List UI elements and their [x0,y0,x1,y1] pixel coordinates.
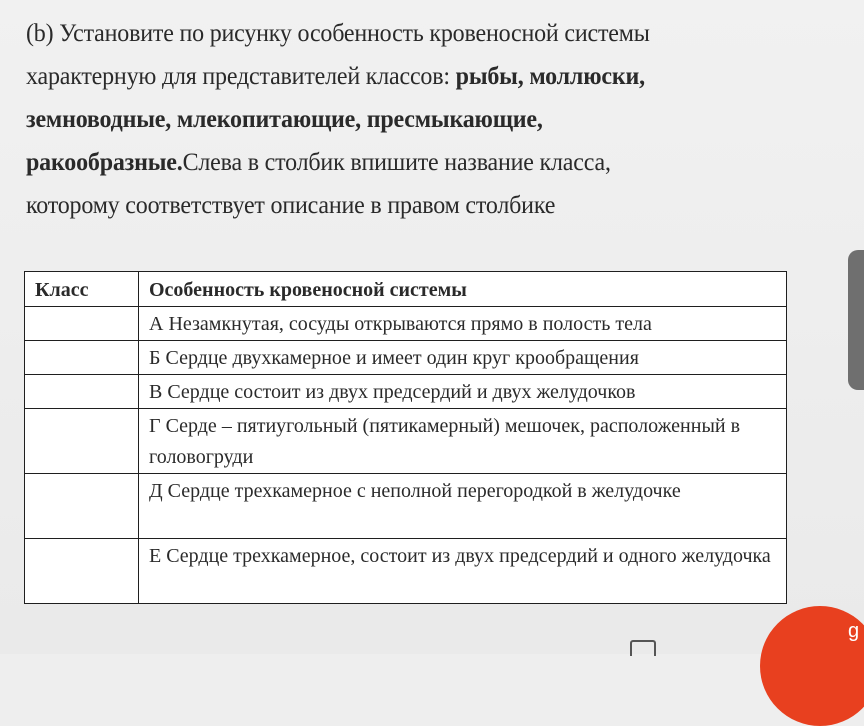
table-row [25,539,787,604]
task-classes-bold-3: ракообразные. [26,149,183,176]
table-row [25,341,787,375]
class-cell-v[interactable] [25,375,139,409]
task-line-4 [26,141,794,184]
table-row [25,307,787,341]
task-line-4-text: Слева в столбик впишите название класса, [182,149,611,176]
table-row [25,375,787,409]
task-classes-bold-1: рыбы, моллюски, [455,63,645,90]
task-text [26,12,794,227]
feature-cell-g: Г Серде – пятиугольный (пятикамерный) мешочек, расположенный в головогруди [139,409,787,474]
task-line-3 [26,98,794,141]
answer-table-wrap [24,271,786,604]
class-cell-a[interactable] [25,307,139,341]
table-row [25,474,787,539]
side-scroll-tab[interactable] [848,250,864,390]
class-cell-b[interactable] [25,341,139,375]
header-feature: Особенность кровеносной системы [139,272,787,307]
task-line-2 [26,55,794,98]
feature-cell-b: Б Сердце двухкамерное и имеет один круг крообращения [139,341,787,375]
table-header-row [25,272,787,307]
feature-cell-a: А Незамкнутая, сосуды открываются прямо в полость тела [139,307,787,341]
feature-cell-e: Е Сердце трехкамерное, состоит из двух предсердий и одного желудочка [139,539,787,604]
feature-cell-d: Д Сердце трехкамерное с неполной перегородкой в желудочке [139,474,787,539]
table-row [25,409,787,474]
task-line-1: (b) Установите по рисунку особенность кровеносной системы [26,20,650,47]
class-cell-e[interactable] [25,539,139,604]
header-class: Класс [25,272,139,307]
badge-label: g [848,620,860,642]
floating-action-badge[interactable] [760,606,864,726]
answer-table [24,271,787,604]
class-cell-d[interactable] [25,474,139,539]
feature-cell-v: В Сердце состоит из двух предсердий и двух желудочков [139,375,787,409]
task-line-2-text: характерную для представителей классов: [26,63,456,90]
task-classes-bold-2: земноводные, млекопитающие, пресмыкающие, [26,106,543,133]
task-line-5: которому соответствует описание в правом столбике [26,192,556,219]
class-cell-g[interactable] [25,409,139,474]
